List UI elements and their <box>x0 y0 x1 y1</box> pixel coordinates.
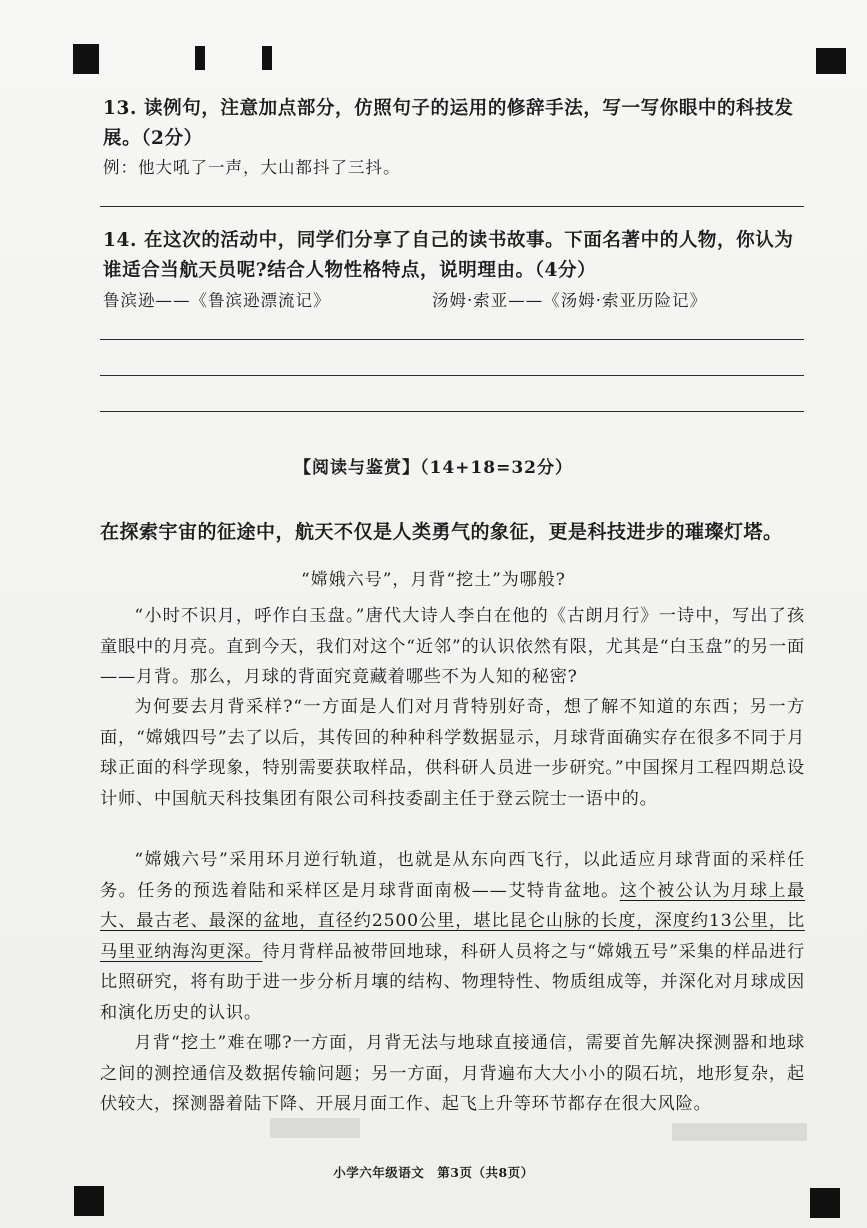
question-14-option-a: 鲁滨逊——《鲁滨逊漂流记》 <box>103 291 331 310</box>
question-14-option-b: 汤姆·索亚——《汤姆·索亚历险记》 <box>432 291 707 310</box>
registration-mark <box>810 1188 840 1218</box>
article-paragraph-2: 为何要去月背采样?“一方面是人们对月背特别好奇，想了解不知道的东西；另一方面，“嫦娥四号”去了以后，其传回的种种科学数据显示，月球背面确实存在很多不同于月球正面的科学现象，特别需要获取样品，供科研人员进一步研究。”中国探月工程四期总设计师、中国航天科技集团有限公司科技委副主任于登云院士一语中的。 <box>100 697 805 809</box>
question-14: 14. 在这次的活动中，同学们分享了自己的读书故事。下面名著中的人物，你认为谁适合当航天员呢?结合人物性格特点，说明理由。（4分） <box>103 230 794 281</box>
page-footer: 小学六年级语文 第3页（共8页） <box>333 1165 534 1180</box>
answer-line <box>100 411 804 412</box>
answer-line <box>100 339 804 340</box>
article-title: “嫦娥六号”，月背“挖土”为哪般? <box>301 570 566 590</box>
paragraph-3-text-cont: 待月背样品被带回地球，科研人员将之与“嫦娥五号”采集的样品进行比照研究，将有助于进一步分析月壤的结构、物理特性、物质组成等，并深化对月球成因和演化历史的认识。 <box>100 941 805 1023</box>
registration-mark <box>816 48 846 74</box>
question-13-example: 例：他大吼了一声，大山都抖了三抖。 <box>103 158 401 177</box>
paragraph-3-text: “嫦娥六号”采用环月逆行轨道，也就是从东向西飞行，以此适应月球背面的采样任务。任务的预选着陆和采样区是月球背面南极——艾特肯盆地。 <box>100 850 805 901</box>
scan-smudge <box>270 1118 360 1138</box>
registration-mark <box>74 1186 104 1216</box>
scan-smudge <box>672 1123 807 1141</box>
section-intro: 在探索宇宙的征途中，航天不仅是人类勇气的象征，更是科技进步的璀璨灯塔。 <box>100 521 783 543</box>
underlined-sentence: 这个被公认为月球上最大、最古老、最深的盆地，直径约2500公里，堪比昆仑山脉的长度，深度约13公里，比马里亚纳海沟更深。 <box>100 880 805 962</box>
question-13: 13. 读例句，注意加点部分，仿照句子的运用的修辞手法，写一写你眼中的科技发展。（2分） <box>103 98 794 149</box>
article-paragraph-1: “小时不识月，呼作白玉盘。”唐代大诗人李白在他的《古朗月行》一诗中，写出了孩童眼中的月亮。直到今天，我们对这个“近邻”的认识依然有限，尤其是“白玉盘”的另一面——月背。那么，月球的背面究竟藏着哪些不为人知的秘密? <box>100 606 805 688</box>
article-paragraph-4: 月背“挖土”难在哪?一方面，月背无法与地球直接通信，需要首先解决探测器和地球之间的测控通信及数据传输问题；另一方面，月背遍布大大小小的陨石坑，地形复杂，起伏较大，探测器着陆下降、开展月面工作、起飞上升等环节都存在很大风险。 <box>100 1033 805 1115</box>
article-paragraph-3 <box>100 845 805 1029</box>
registration-mark <box>262 46 272 70</box>
section-title: 【阅读与鉴赏】（14+18=32分） <box>294 458 573 478</box>
registration-mark <box>73 44 99 74</box>
answer-line <box>100 206 804 207</box>
registration-mark <box>195 46 205 70</box>
answer-line <box>100 375 804 376</box>
